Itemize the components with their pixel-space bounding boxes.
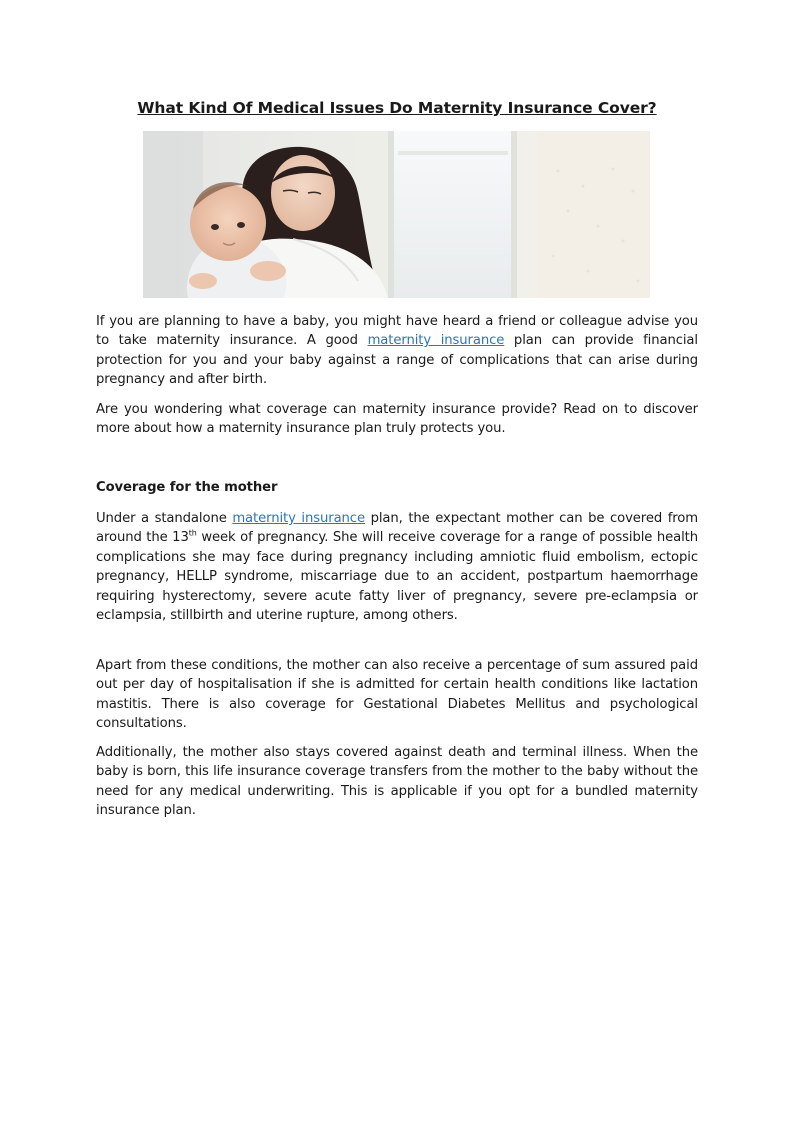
life-cover-paragraph: Additionally, the mother also stays covered against death and terminal illness. When the baby is born, this life insurance coverage transfers from the mother to the baby without the need for any medical underwriting. This is applicable if you opt for a bundled maternity insurance plan. (96, 745, 698, 819)
coverage-paragraph: Under a standalone maternity insurance plan, the expectant mother can be covered from around the 13th week of pregnancy. She will receive coverage for a range of possible health complications she may face during pregnancy including amniotic fluid embolism, ectopic pregnancy, HELLP syndrome, miscarriage due to an accident, postpartum haemorrhage requiring hysterectomy, severe acute fatty liver of pregnancy, severe pre-eclampsia or eclampsia, stillbirth and uterine rupture, among others. (96, 511, 699, 624)
hospitalisation-paragraph: Apart from these conditions, the mother can also receive a percentage of sum assured paid out per day of hospitalisation if she is admitted for certain health conditions like lactation mastitis. There is also coverage for Gestational Diabetes Mellitus and psychological consultations. (96, 658, 698, 732)
intro-paragraph: If you are planning to have a baby, you might have heard a friend or colleague advise you to take maternity insurance. A good maternity insurance plan can provide financial protection for you and your baby against a range of complications that can arise during pregnancy and after birth. (96, 314, 698, 388)
page-title: What Kind Of Medical Issues Do Maternity Insurance Cover? (137, 99, 657, 117)
hero-image (143, 131, 650, 298)
read-on-paragraph: Are you wondering what coverage can maternity insurance provide? Read on to discover more about how a maternity insurance plan truly protects you. (96, 402, 698, 437)
maternity-insurance-link[interactable]: maternity insurance (232, 511, 365, 526)
ordinal-superscript: th (188, 529, 197, 539)
maternity-insurance-link[interactable]: maternity insurance (367, 333, 505, 349)
section-heading: Coverage for the mother (96, 480, 278, 495)
